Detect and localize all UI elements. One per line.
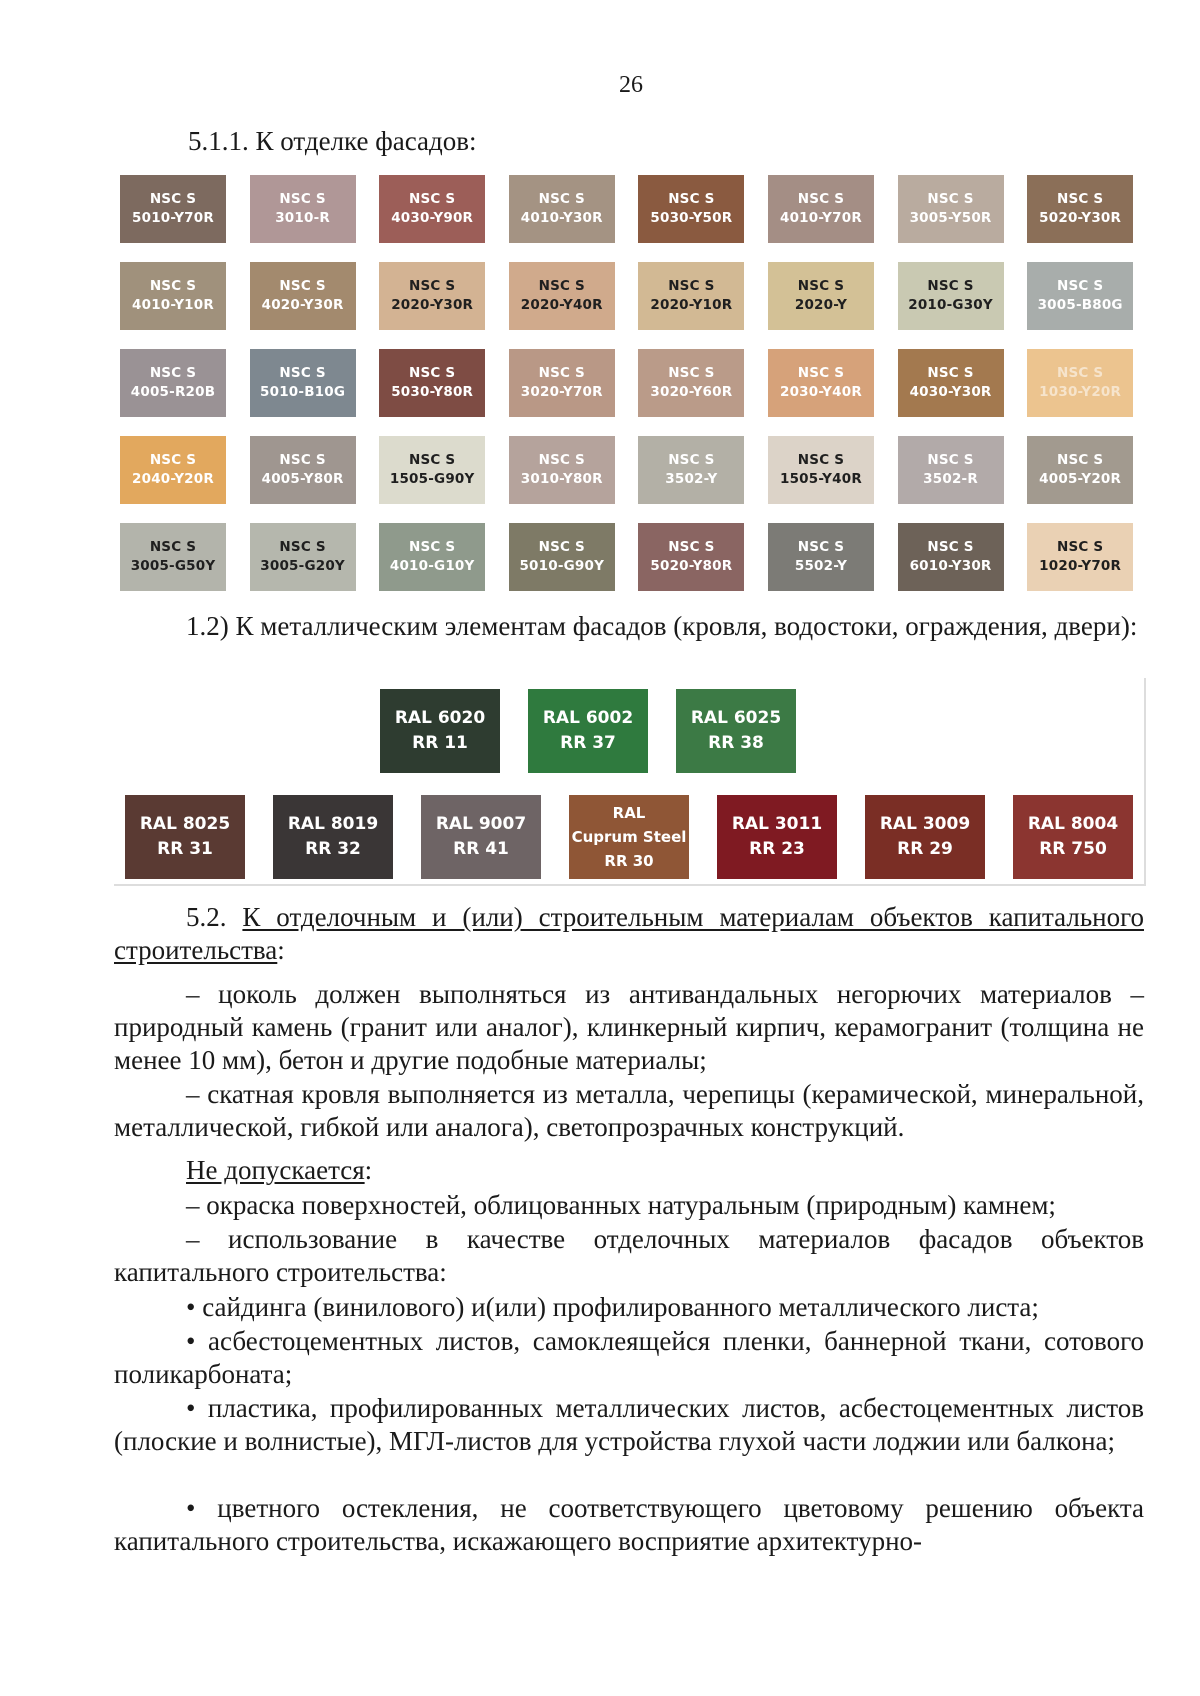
nsc-swatch-code: 4005-Y80R [261,471,344,487]
nsc-swatch-label: NSC S [279,278,326,294]
nsc-swatch-label: NSC S [668,365,715,381]
nsc-swatch-code: 4005-Y20R [1039,471,1122,487]
nsc-swatch [768,349,874,417]
nsc-swatch-code: 3005-B80G [1037,297,1123,313]
nsc-swatch-label: NSC S [409,278,456,294]
nsc-swatch-code: 2020-Y [794,297,848,313]
nsc-swatch-label: NSC S [927,539,974,555]
nsc-swatch-code: 1020-Y70R [1039,558,1122,574]
ral-swatch [273,795,393,879]
dash-item-plinth: – цоколь должен выполняться из антивандальных негорючих материалов – природный камень (гранит или аналог), клинкерный кирпич, керамогранит (толщина не менее 10 мм), бетон и другие подобные материалы; [114,979,1144,1075]
nsc-swatch [638,262,744,330]
nsc-swatch [509,349,615,417]
nsc-swatch-code: 4010-Y70R [779,210,862,226]
nsc-swatch [1027,349,1133,417]
bullet-item-siding: • сайдинга (винилового) и(или) профилированного металлического листа; [186,1292,1039,1322]
ral-swatch [380,689,500,773]
ral-swatch-line: RAL 3009 [879,814,971,834]
dash-item-roof: – скатная кровля выполняется из металла, черепицы (керамической, минеральной, металлической, гибкой или аналога), светопрозрачных конструкций. [114,1079,1144,1142]
nsc-swatch [638,436,744,504]
nsc-swatch [250,523,356,591]
section-5-2-colon: : [277,935,285,965]
ral-swatch-line: RR 23 [749,839,805,859]
ral-swatch-line: RAL 8019 [287,814,379,834]
nsc-swatch-label: NSC S [797,278,845,294]
nsc-swatch [638,523,744,591]
nsc-swatch-code: 3020-Y60R [650,384,733,400]
nsc-swatch-label: NSC S [279,191,326,207]
nsc-swatch-code: 6010-Y30R [909,558,992,574]
nsc-swatch-label: NSC S [668,452,715,468]
not-allowed-item-painting: – окраска поверхностей, облицованных натуральным (природным) камнем; [186,1190,1056,1220]
nsc-swatch-grid [120,175,1135,591]
nsc-swatch [250,349,356,417]
nsc-swatch [768,523,874,591]
nsc-swatch-code: 2040-Y20R [132,471,214,487]
nsc-swatch [379,349,485,417]
nsc-swatch-label: NSC S [409,452,456,468]
nsc-swatch-code: 5020-Y30R [1039,210,1122,226]
nsc-swatch-label: NSC S [149,191,197,207]
ral-swatch-line: RR 30 [604,852,654,870]
nsc-swatch [1027,436,1133,504]
nsc-swatch-code: 4010-Y30R [520,210,603,226]
nsc-swatch [250,436,356,504]
nsc-swatch [898,349,1004,417]
nsc-swatch-label: NSC S [538,191,585,207]
bullet-item-glazing: • цветного остекления, не соответствующего цветовому решению объекта капитального строительства, искажающего восприятие архитектурно- [114,1493,1144,1556]
nsc-swatch [1027,175,1133,243]
nsc-swatch-code: 5030-Y50R [650,210,733,226]
nsc-swatch-code: 5010-G90Y [519,558,605,574]
nsc-swatch-label: NSC S [538,452,585,468]
ral-swatch-line: RAL 8004 [1027,814,1119,834]
nsc-swatch-label: NSC S [668,191,715,207]
nsc-swatch-label: NSC S [927,452,974,468]
nsc-swatch-label: NSC S [1056,191,1104,207]
nsc-swatch [120,523,226,591]
nsc-swatch [1027,262,1133,330]
nsc-swatch-label: NSC S [797,191,845,207]
ral-swatch-line: RAL 6002 [542,708,634,728]
ral-swatch [717,795,837,879]
nsc-swatch [379,262,485,330]
nsc-swatch [120,349,226,417]
nsc-swatch-label: NSC S [797,539,845,555]
nsc-swatch [250,175,356,243]
nsc-swatch-label: NSC S [668,539,715,555]
section-1-2-paragraph: 1.2) К металлическим элементам фасадов (кровля, водостоки, ограждения, двери): [186,611,1138,641]
ral-swatch [528,689,648,773]
ral-swatch-line: RAL 6020 [394,708,486,728]
nsc-swatch-label: NSC S [538,365,585,381]
nsc-swatch-code: 1505-Y40R [779,471,862,487]
nsc-swatch [509,436,615,504]
nsc-swatch [509,523,615,591]
nsc-swatch-code: 4020-Y30R [261,297,344,313]
nsc-swatch-label: NSC S [668,278,715,294]
nsc-swatch-code: 3010-Y80R [520,471,603,487]
nsc-swatch [638,349,744,417]
nsc-swatch-label: NSC S [538,278,585,294]
nsc-swatch-code: 1505-G90Y [389,471,475,487]
nsc-swatch-code: 2020-Y40R [520,297,603,313]
ral-swatch [865,795,985,879]
not-allowed-label: Не допускается [186,1155,365,1185]
bullet-item-plastic: • пластика, профилированных металлических листов, асбестоцементных листов (плоские и волнистые), МГЛ-листов для устройства глухой части лоджии или балкона; [114,1393,1144,1456]
nsc-swatch-label: NSC S [1056,539,1104,555]
section-5-2-number: 5.2. [186,902,227,932]
nsc-swatch-code: 4030-Y90R [391,210,474,226]
nsc-swatch-code: 4010-Y10R [132,297,214,313]
nsc-swatch-code: 5010-B10G [260,384,346,400]
nsc-swatch-label: NSC S [1056,278,1104,294]
nsc-swatch-code: 3005-G50Y [130,558,216,574]
nsc-swatch [638,175,744,243]
nsc-swatch-label: NSC S [279,365,326,381]
ral-swatch-line: RAL 9007 [435,814,527,834]
ral-swatch-line: RR 32 [305,839,361,859]
nsc-swatch [1027,523,1133,591]
nsc-swatch-label: NSC S [149,539,197,555]
ral-swatch [421,795,541,879]
nsc-swatch-code: 2020-Y10R [650,297,733,313]
nsc-swatch [120,175,226,243]
nsc-swatch-label: NSC S [927,191,974,207]
not-allowed-item-materials: – использование в качестве отделочных материалов фасадов объектов капитального строительства: [114,1224,1144,1287]
ral-swatch-line: RR 31 [157,839,213,859]
nsc-swatch [898,262,1004,330]
nsc-swatch-label: NSC S [927,278,974,294]
nsc-swatch [509,175,615,243]
nsc-swatch [898,436,1004,504]
nsc-swatch-code: 2010-G30Y [908,297,993,313]
nsc-swatch-code: 3502-Y [665,471,718,487]
nsc-swatch-code: 3502-R [923,471,978,487]
nsc-swatch-code: 3005-G20Y [260,558,345,574]
section-heading-5-1-1: 5.1.1. К отделке фасадов: [188,126,477,156]
nsc-swatch-code: 4030-Y30R [909,384,992,400]
bullet-item-asbestos: • асбестоцементных листов, самоклеящейся пленки, баннерной ткани, сотового поликарбоната; [114,1326,1144,1389]
nsc-swatch-label: NSC S [409,191,456,207]
not-allowed-colon: : [364,1155,373,1185]
page-number: 26 [619,72,643,98]
nsc-swatch [120,262,226,330]
nsc-swatch-code: 2020-Y30R [391,297,474,313]
section-5-2-paragraph [114,901,1144,967]
nsc-swatch-label: NSC S [149,278,197,294]
not-allowed-heading [114,1154,1144,1187]
nsc-swatch-code: 5030-Y80R [391,384,474,400]
nsc-swatch-code: 4010-G10Y [389,558,475,574]
ral-swatch-line: RAL 8025 [139,814,231,834]
ral-swatch [1013,795,1133,879]
nsc-swatch-code: 5010-Y70R [132,210,214,226]
nsc-swatch-code: 2030-Y40R [779,384,862,400]
ral-swatch [569,795,689,879]
nsc-swatch [898,523,1004,591]
nsc-swatch-label: NSC S [927,365,974,381]
ral-swatch-line: RAL 3011 [731,814,823,834]
nsc-swatch [768,175,874,243]
nsc-swatch-label: NSC S [149,365,197,381]
nsc-swatch-label: NSC S [797,365,845,381]
ral-swatch-line: RR 38 [708,733,764,753]
section-5-2-underlined: К отделочным и (или) строительным материалам объектов капитального строительства [114,902,1144,965]
nsc-swatch-code: 5502-Y [794,558,848,574]
ral-swatch-line: RR 11 [412,733,468,753]
ral-swatch-line: Cuprum Steel [571,828,687,846]
nsc-swatch-label: NSC S [1056,365,1104,381]
ral-swatch-line: RR 37 [560,733,616,753]
ral-swatch-line: RR 41 [453,839,509,859]
nsc-swatch [768,262,874,330]
nsc-swatch-label: NSC S [797,452,845,468]
nsc-swatch-label: NSC S [1056,452,1104,468]
nsc-swatch-code: 3020-Y70R [520,384,603,400]
nsc-swatch-code: 1030-Y20R [1039,384,1122,400]
nsc-swatch [768,436,874,504]
nsc-swatch [379,523,485,591]
nsc-swatch [379,175,485,243]
nsc-swatch-label: NSC S [409,539,456,555]
nsc-swatch-label: NSC S [538,539,585,555]
nsc-swatch-label: NSC S [149,452,197,468]
nsc-swatch-label: NSC S [409,365,456,381]
nsc-swatch-label: NSC S [279,452,326,468]
nsc-swatch [898,175,1004,243]
ral-swatch-frame [114,678,1146,886]
ral-swatch-line: RAL [612,804,646,822]
ral-swatch [125,795,245,879]
nsc-swatch-code: 4005-R20B [130,384,216,400]
nsc-swatch [379,436,485,504]
nsc-swatch-code: 3005-Y50R [909,210,992,226]
ral-swatch-line: RR 29 [897,839,953,859]
ral-swatch-line: RR 750 [1039,839,1107,859]
ral-swatch-line: RAL 6025 [690,708,782,728]
nsc-swatch-code: 3010-R [275,210,330,226]
nsc-swatch [250,262,356,330]
nsc-swatch [120,436,226,504]
nsc-swatch-label: NSC S [279,539,326,555]
nsc-swatch [509,262,615,330]
ral-swatch [676,689,796,773]
nsc-swatch-code: 5020-Y80R [650,558,733,574]
